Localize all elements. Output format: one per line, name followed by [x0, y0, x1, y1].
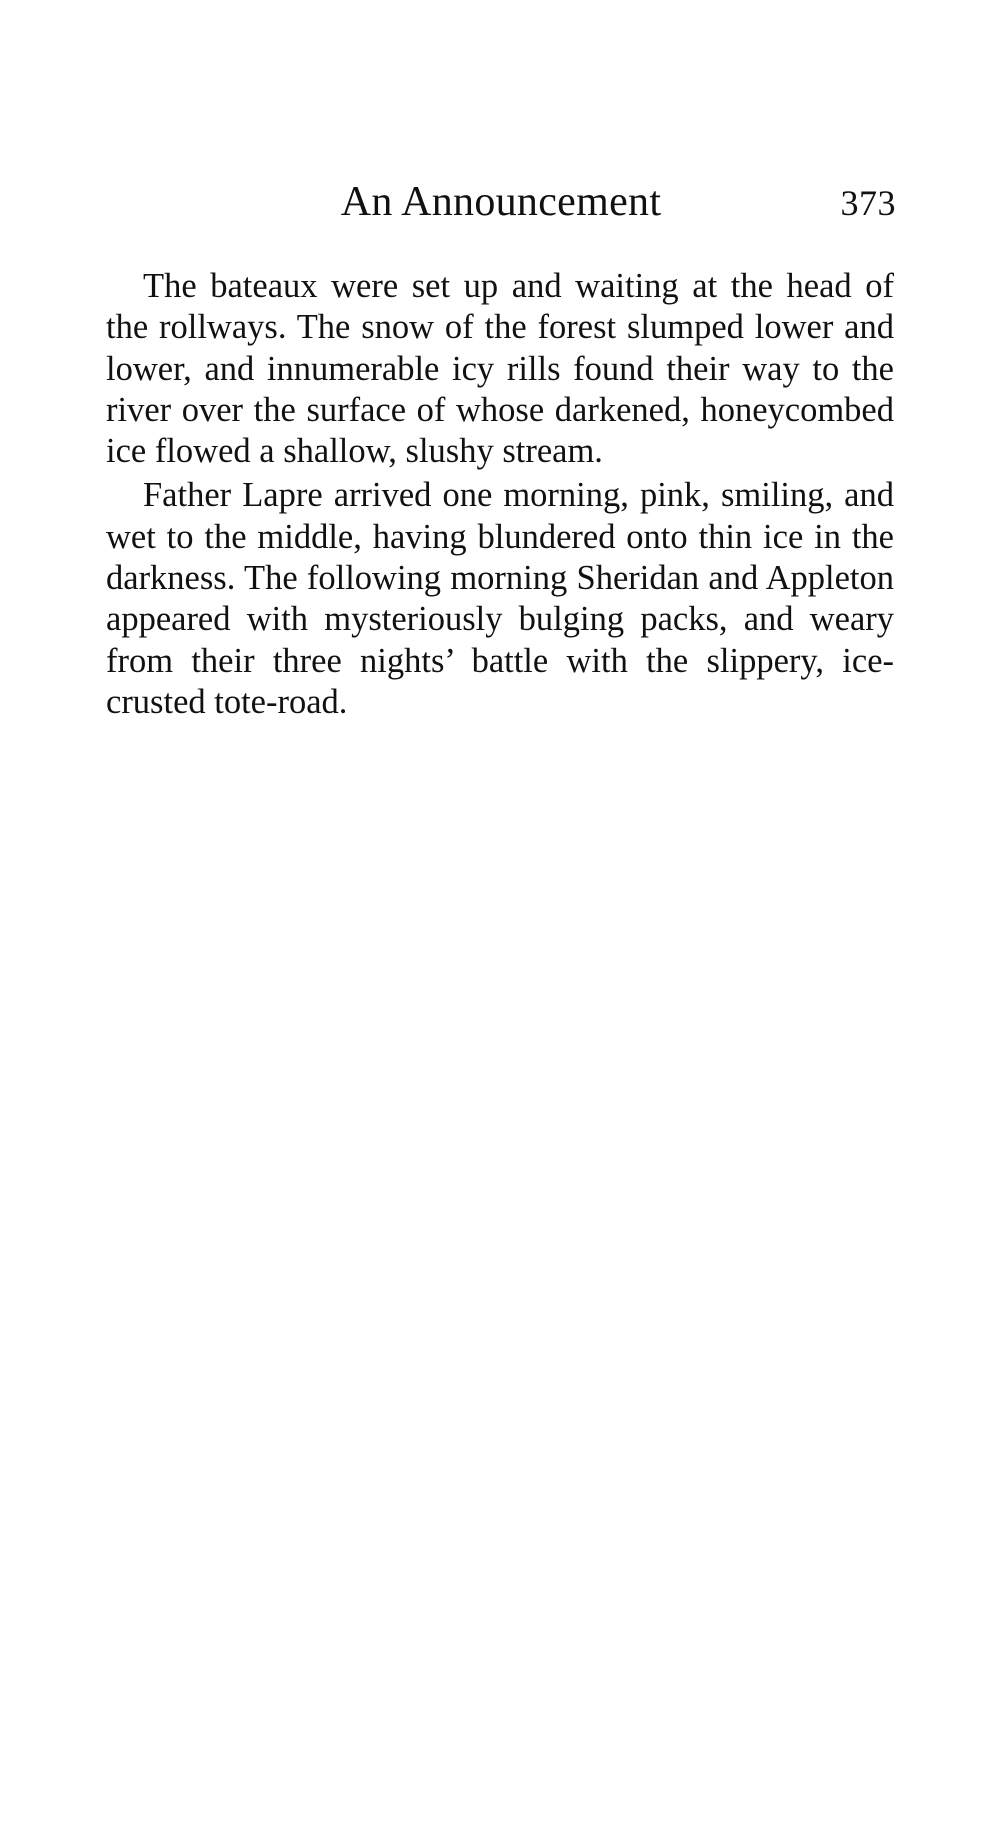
paragraph-2: Father Lapre arrived one morning, pink, smiling, and wet to the middle, having blundered onto thin ice in the darkness. The following morning Sheridan and Appleton appeared with mysteriously bulging packs, and weary from their three nights’ battle with the slippery, ice-crusted tote-road.: [106, 476, 894, 721]
body-text: [106, 266, 894, 723]
page-number: 373: [840, 183, 896, 223]
paragraph-1: The bateaux were set up and waiting at the head of the rollways. The snow of the forest slumped lower and lower, and innumerable icy rills found their way to the river over the surface of whose darkened, honeycombed ice flowed a shallow, slushy stream.: [106, 267, 894, 471]
running-head: [106, 178, 896, 228]
chapter-title: An Announcement: [340, 179, 662, 225]
